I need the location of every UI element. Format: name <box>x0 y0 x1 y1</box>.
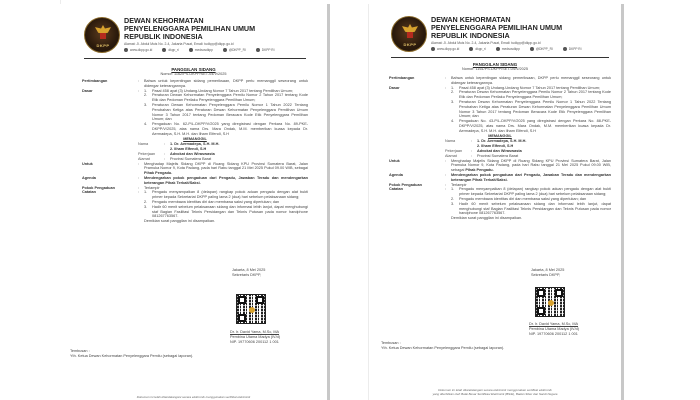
field-label: Alamat <box>138 156 150 161</box>
title-line: DEWAN KEHORMATAN <box>431 15 511 24</box>
field-value: Terlampir <box>144 185 160 190</box>
list-item-text: Peraturan Dewan Kehormatan Penyelenggara Pemilu Nomor 1 Tahun 2022 Tentang Perubahan Ketiga atas Peraturan Dewan Kehormatan Penyelenggara Pemilihan Umum Nomor 3 Tahun 2017 tentang Pedoman Beracara Kode Etik Penyelenggara Pemilihan Umum; dan <box>152 102 308 122</box>
untuk-row: Untuk : Menghadap Majelis Sidang DKPP di Ruang Sidang KPU Provinsi Sumatera Barat, Jalan Pramuka Nomor 9, Kota Padang, pada hari Rabu tanggal 21 Mei 2025 Pukul 09.00 WIB, sebagai Pihak Pengadu. <box>389 158 611 173</box>
list-item-text: Peraturan Dewan Kehormatan Penyelenggara Pemilu Nomor 2 Tahun 2017 tentang Kode Etik dan Pedoman Perilaku Penyelenggara Pemilihan Umum; <box>152 93 308 103</box>
catatan-list <box>451 187 611 216</box>
field-value: Provinsi Sumatera Barat <box>170 156 212 161</box>
signer-nip: NIP. 19770606 200112 1 001 <box>230 339 279 344</box>
social-label: DKPP RI <box>261 48 275 52</box>
document-heading <box>60 67 327 76</box>
letterhead-rule <box>391 57 609 58</box>
signer-rank: Pembina Utama Madya (IV/d) <box>529 326 580 331</box>
letterhead-title <box>431 16 562 40</box>
instagram-icon <box>469 47 473 51</box>
footnote-line: Dokumen ini telah ditandatangani secara elektronik menggunakan sertifikat elektronik <box>438 388 552 392</box>
field-label: Pertimbangan <box>82 79 108 83</box>
field-value: Terlampir <box>451 182 467 187</box>
footnote-line: Dokumen ini telah ditandatangani secara elektronik menggunakan sertifikat elektronik <box>136 395 251 399</box>
social-label: @DKPP_RI <box>535 47 553 51</box>
field-value: Mendengarkan pokok pengaduan dari Pengadu, Jawaban Teradu dan mendengarkan keterangan Pihak Terkait/Saksi. <box>451 172 611 182</box>
signer-nip: NIP. 19770606 200112 1 001 <box>529 331 578 336</box>
closing-text: Demikian surat panggilan ini disampaikan. <box>144 219 216 224</box>
letterhead-address: Alamat: Jl. Abdul Muis No. 2-4, Jakarta Pusat, Email: tudkpp@dkpp.go.id <box>124 42 234 46</box>
tembusan-text: Yth. Ketua Dewan Kehormatan Penyelenggara Pemilu (sebagai laporan). <box>381 345 505 350</box>
untuk-text: Menghadap Majelis Sidang DKPP di Ruang Sidang KPU Provinsi Sumatera Barat, Jalan Pramuka Nomor 9, Kota Padang, pada hari Rabu tanggal 21 Mei 2025 Pukul 09.00 WIB, sebagai <box>144 161 308 171</box>
place-date: Jakarta, 8 Mei 2025 <box>232 268 266 272</box>
logo-label: DKPP <box>96 43 110 48</box>
pokok-row: Pokok Pengaduan : Terlampir <box>82 186 308 191</box>
signer-office: Sekretaris DKPP, <box>531 272 561 277</box>
list-item-text: Pengadu menyampaikan 8 (delapan) rangkap pokok aduan pengadu dengan alat bukti primer kepada Sekretariat DKPP paling lama 2 (dua) hari sebelum pelaksanaan sidang; <box>152 190 308 200</box>
social-facebook <box>496 47 520 51</box>
callee-name: 1. Dr. Aermadepa, S.H. M.H. <box>170 142 220 147</box>
catatan-row: Catatan : 1. Pengadu menyampaikan 8 (delapan) rangkap pokok aduan pengadu dengan alat bukti primer kepada Sekretariat DKPP paling lama 2 (dua) hari sebelum pelaksanaan sidang; 2. Pengadu membawa identitas diri dan membawa saksi yang diperlukan; dan 3. Hadir 60 menit sebelum pelaksanaan sidang dan informasi lebih lanjut, dapat menghubungi staf Bagian Fasilitasi Teknis Persidangan dan Teknis Putusan pada nomor handphone 081267763567. <box>82 190 308 219</box>
callee-block: Nama : 1. Dr. Aermadepa, S.H. M.H. 2. Ilham Elfendi, S.H Pekerjaan : Advokat dan Wiraswasta Alamat : Provinsi Sumatera Barat <box>138 142 308 161</box>
social-label: medsosdkpp <box>501 47 520 51</box>
field-label: Untuk <box>82 161 93 166</box>
callee-name: 2. Ilham Elfendi, S.H <box>477 144 514 149</box>
social-youtube <box>563 47 582 51</box>
list-item-text: Pasal 458 ayat (3) Undang-Undang Nomor 7 Tahun 2017 tentang Pemilihan Umum; <box>152 88 293 93</box>
logo-label: DKPP <box>403 42 417 47</box>
field-value: Advokat dan Wiraswasta <box>170 151 215 156</box>
document-number: Nomor: 1162/PS.DKPP/SET-04/V/2025 <box>160 72 227 76</box>
field-value: Provinsi Sumatera Barat <box>477 153 519 158</box>
social-instagram <box>469 47 485 51</box>
place-date: Jakarta, 8 Mei 2025 <box>531 268 565 272</box>
globe-icon <box>431 47 435 51</box>
untuk-row: Untuk : Menghadap Majelis Sidang DKPP di Ruang Sidang KPU Provinsi Sumatera Barat, Jalan Pramuka Nomor 9, Kota Padang, pada hari Rabu tanggal 21 Mei 2025 Pukul 09.00 WIB, sebagai Pihak Pengadu. <box>82 161 308 176</box>
catatan-list <box>144 190 308 219</box>
list-item-text: Hadir 60 menit sebelum pelaksanaan sidang dan informasi lebih lanjut, dapat menghubungi staf Bagian Fasilitasi Teknis Persidangan dan Teknis Putusan pada nomor handphone 081267763567. <box>152 204 308 219</box>
heading-title: PANGGILAN SIDANG <box>472 62 518 67</box>
list-item-text: Pengadu membawa identitas diri dan membawa saksi yang diperlukan; dan <box>152 199 280 204</box>
field-value: Bahwa untuk kepentingan sidang pemeriksaan, DKPP perlu memanggil seseorang untuk didengar keterangannya. <box>144 79 308 88</box>
dasar-list <box>451 86 611 134</box>
youtube-icon <box>563 47 567 51</box>
list-item-text: Pengadu menyampaikan 8 (delapan) rangkap pokok aduan pengadu dengan alat bukti primer kepada Sekretariat DKPP paling lama 2 (dua) hari sebelum pelaksanaan sidang; <box>459 187 611 197</box>
field-label: Pekerjaan <box>138 151 156 156</box>
field-value <box>451 159 611 173</box>
facebook-icon <box>189 48 193 52</box>
field-label: Pokok Pengaduan <box>82 185 115 190</box>
signer-name: Dr. Ir. David Yama, M.Sc, MA <box>230 330 280 334</box>
list-item: 2. Pengadu membawa identitas diri dan membawa saksi yang diperlukan; dan <box>451 197 611 202</box>
list-item: 3. Peraturan Dewan Kehormatan Penyelenggara Pemilu Nomor 1 Tahun 2022 Tentang Perubahan Ketiga atas Peraturan Dewan Kehormatan Penyelenggara Pemilihan Umum Nomor 3 Tahun 2017 tentang Pedoman Beracara Kode Etik Penyelenggara Pemilihan Umum; dan <box>144 102 308 122</box>
field-label: Dasar <box>82 88 93 93</box>
catatan-row: Catatan : 1. Pengadu menyampaikan 8 (delapan) rangkap pokok aduan pengadu dengan alat bukti primer kepada Sekretariat DKPP paling lama 2 (dua) hari sebelum pelaksanaan sidang; 2. Pengadu membawa identitas diri dan membawa saksi yang diperlukan; dan 3. Hadir 60 menit sebelum pelaksanaan sidang dan informasi lebih lanjut, dapat menghubungi staf Bagian Fasilitasi Teknis Persidangan dan Teknis Putusan pada nomor handphone 081267763567. <box>389 187 611 216</box>
signer-name: Dr. Ir. David Yama, M.Sc, MA <box>529 322 579 326</box>
document-page-right <box>368 4 624 400</box>
list-item: 4. Pengaduan No. 62-P/L-DKPP/V/2025 yang diregistrasi dengan Perkara No. 89-PKE-DKPP/V/2025, atas nama Drs. Mara Ondak, M.M. memberikan kuasa kepada Dr. Aermadepa, S.H. M.H. dan Ilham Elfendi, S.H <box>144 122 308 136</box>
pokok-row: Pokok Pengaduan : Terlampir <box>389 183 611 188</box>
list-item: 3. Hadir 60 menit sebelum pelaksanaan sidang dan informasi lebih lanjut, dapat menghubungi staf Bagian Fasilitasi Teknis Persidangan dan Teknis Putusan pada nomor handphone 081267763567. <box>451 201 611 216</box>
pertimbangan-row: Pertimbangan : Bahwa untuk kepentingan sidang pemeriksaan, DKPP perlu memanggil seseorang untuk didengar keterangannya. <box>82 79 308 88</box>
social-label: DKPP RI <box>568 47 582 51</box>
letterhead <box>84 14 306 64</box>
signature-header <box>531 268 564 278</box>
document-page-left <box>60 4 330 400</box>
letterhead-address: Alamat: Jl. Abdul Muis No. 2-4, Jakarta Pusat, Email: tudkpp@dkpp.go.id <box>431 41 541 45</box>
social-web <box>124 48 152 52</box>
title-line: REPUBLIK INDONESIA <box>124 32 203 41</box>
social-label: dkpp_ri <box>475 47 486 51</box>
tembusan-label: Tembusan : <box>381 341 401 345</box>
list-item: 2. Peraturan Dewan Kehormatan Penyelenggara Pemilu Nomor 2 Tahun 2017 tentang Kode Etik dan Pedoman Perilaku Penyelenggara Pemilihan Umum; <box>451 90 611 100</box>
field-value: Advokat dan Wiraswasta <box>477 148 522 153</box>
field-label: Pokok Pengaduan <box>389 182 422 187</box>
letterhead-title <box>124 17 255 41</box>
document-body <box>389 76 611 221</box>
list-item: 3. Peraturan Dewan Kehormatan Penyelenggara Pemilu Nomor 1 Tahun 2022 Tentang Perubahan Ketiga atas Peraturan Dewan Kehormatan Penyelenggara Pemilihan Umum Nomor 3 Tahun 2017 tentang Pedoman Beracara Kode Etik Penyelenggara Pemilihan Umum; dan <box>451 99 611 119</box>
letterhead <box>391 13 611 63</box>
list-item: 4. Pengaduan No. 43-P/L-DKPP/V/2025 yang diregistrasi dengan Perkara No. 88-PKE-DKPP/V/2025, atas nama Drs. Mara Ondak, M.M. memberikan kuasa kepada Dr. Aermadepa, S.H. M.H. dan Ilham Elfendi, S.H <box>451 119 611 133</box>
callee-name: 2. Ilham Elfendi, S.H <box>170 147 207 152</box>
instagram-icon <box>162 48 166 52</box>
role-text: Pihak Pengadu. <box>465 168 494 173</box>
social-label: dkpp_ri <box>168 48 179 52</box>
social-web <box>431 47 459 51</box>
list-item: 1. Pasal 458 ayat (3) Undang-Undang Nomor 7 Tahun 2017 tentang Pemilihan Umum; <box>451 86 611 91</box>
e-signature-footnote <box>369 389 621 396</box>
social-instagram <box>162 48 178 52</box>
field-label: Catatan <box>82 190 96 195</box>
document-body <box>82 79 308 224</box>
social-label: @DKPP_RI <box>228 48 246 52</box>
field-label: Pekerjaan <box>445 148 463 153</box>
youtube-icon <box>256 48 260 52</box>
memanggil-heading: MEMANGGIL <box>183 137 207 142</box>
list-item-text: Pengaduan No. 43-P/L-DKPP/V/2025 yang diregistrasi dengan Perkara No. 88-PKE-DKPP/V/2025, atas nama Drs. Mara Ondak, M.M. memberikan kuasa kepada Dr. Aermadepa, S.H. M.H. dan Ilham Elfendi, S.H <box>459 119 611 133</box>
social-label: medsosdkpp <box>194 48 213 52</box>
title-line: PENYELENGGARA PEMILIHAN UMUM <box>431 23 563 32</box>
heading-title: PANGGILAN SIDANG <box>171 67 216 72</box>
callee-names <box>170 142 308 152</box>
list-item-text: Hadir 60 menit sebelum pelaksanaan sidang dan informasi lebih lanjut, dapat menghubungi staf Bagian Fasilitasi Teknis Persidangan dan Teknis Putusan pada nomor handphone 081267763567. <box>459 201 611 216</box>
letterhead-rule <box>84 58 306 59</box>
document-heading <box>369 62 621 71</box>
dkpp-logo-icon <box>391 16 427 52</box>
list-item: 3. Hadir 60 menit sebelum pelaksanaan sidang dan informasi lebih lanjut, dapat menghubungi staf Bagian Fasilitasi Teknis Persidangan dan Teknis Putusan pada nomor handphone 081267763567. <box>144 204 308 219</box>
signer-office: Sekretaris DKPP, <box>232 272 262 277</box>
shield-icon <box>100 33 106 39</box>
signer-rank: Pembina Utama Madya (IV/d) <box>230 334 281 339</box>
callee-names <box>477 139 611 149</box>
title-line: DEWAN KEHORMATAN <box>124 16 204 25</box>
field-label: Catatan <box>389 187 403 192</box>
social-facebook <box>189 48 213 52</box>
dkpp-logo-icon <box>84 17 120 53</box>
list-item-text: Pasal 458 ayat (3) Undang-Undang Nomor 7 Tahun 2017 tentang Pemilihan Umum; <box>459 85 600 90</box>
field-value <box>144 162 308 176</box>
field-value: Mendengarkan pokok pengaduan dari Pengadu, Jawaban Teradu dan mendengarkan keterangan Pihak Terkait/Saksi. <box>144 175 308 185</box>
social-twitter <box>223 48 246 52</box>
field-label: Nama <box>445 139 456 144</box>
dasar-row: Dasar : 1. Pasal 458 ayat (3) Undang-Undang Nomor 7 Tahun 2017 tentang Pemilihan Umum; 2. Peraturan Dewan Kehormatan Penyelenggara Pemilu Nomor 2 Tahun 2017 tentang Kode Etik dan Pedoman Perilaku Penyelenggara Pemilihan Umum; 3. Peraturan Dewan Kehormatan Penyelenggara Pemilu Nomor 1 Tahun 2022 Tentang Perubahan Ketiga atas Peraturan Dewan Kehormatan Penyelenggara Pemilihan Umum Nomor 3 Tahun 2017 tentang Pedoman Beracara Kode Etik Penyelenggara Pemilihan Umum; dan 4. Pengaduan No. 43-P/L-DKPP/V/2025 yang diregistrasi dengan Perkara No. 88-PKE-DKPP/V/2025, atas nama Drs. Mara Ondak, M.M. memberikan kuasa kepada Dr. Aermadepa, S.H. M.H. dan Ilham Elfendi, S.H <box>389 85 611 133</box>
untuk-text: Menghadap Majelis Sidang DKPP di Ruang Sidang KPU Provinsi Sumatera Barat, Jalan Pramuka Nomor 9, Kota Padang, pada hari Rabu tanggal 21 Mei 2025 Pukul 09.00 WIB, sebagai <box>451 158 611 173</box>
qr-code-icon <box>535 287 565 317</box>
dasar-list <box>144 89 308 137</box>
social-label: www.dkpp.go.id <box>437 47 460 51</box>
social-links <box>124 48 274 52</box>
pertimbangan-row: Pertimbangan : Bahwa untuk kepentingan sidang pemeriksaan, DKPP perlu memanggil seseorang untuk didengar keterangannya. <box>389 76 611 85</box>
list-item-text: Peraturan Dewan Kehormatan Penyelenggara Pemilu Nomor 1 Tahun 2022 Tentang Perubahan Ketiga atas Peraturan Dewan Kehormatan Penyelenggara Pemilihan Umum Nomor 3 Tahun 2017 tentang Pedoman Beracara Kode Etik Penyelenggara Pemilihan Umum; dan <box>459 99 611 119</box>
e-signature-footnote <box>60 396 327 400</box>
facebook-icon <box>496 47 500 51</box>
list-item-text: Peraturan Dewan Kehormatan Penyelenggara Pemilu Nomor 2 Tahun 2017 tentang Kode Etik dan Pedoman Perilaku Penyelenggara Pemilihan Umum; <box>459 90 611 100</box>
list-item: 1. Pengadu menyampaikan 8 (delapan) rangkap pokok aduan pengadu dengan alat bukti primer kepada Sekretariat DKPP paling lama 2 (dua) hari sebelum pelaksanaan sidang; <box>144 190 308 200</box>
twitter-icon <box>530 47 534 51</box>
signer-block <box>230 330 280 344</box>
globe-icon <box>124 48 128 52</box>
tembusan-block <box>381 341 504 351</box>
twitter-icon <box>223 48 227 52</box>
signer-block <box>529 322 579 336</box>
callee-name: 1. Dr. Aermadepa, S.H. M.H. <box>477 139 527 144</box>
closing-text: Demikian surat panggilan ini disampaikan. <box>451 216 523 221</box>
dasar-row: Dasar : 1. Pasal 458 ayat (3) Undang-Undang Nomor 7 Tahun 2017 tentang Pemilihan Umum; 2. Peraturan Dewan Kehormatan Penyelenggara Pemilu Nomor 2 Tahun 2017 tentang Kode Etik dan Pedoman Perilaku Penyelenggara Pemilihan Umum; 3. Peraturan Dewan Kehormatan Penyelenggara Pemilu Nomor 1 Tahun 2022 Tentang Perubahan Ketiga atas Peraturan Dewan Kehormatan Penyelenggara Pemilihan Umum Nomor 3 Tahun 2017 tentang Pedoman Beracara Kode Etik Penyelenggara Pemilihan Umum; dan 4. Pengaduan No. 62-P/L-DKPP/V/2025 yang diregistrasi dengan Perkara No. 89-PKE-DKPP/V/2025, atas nama Drs. Mara Ondak, M.M. memberikan kuasa kepada Dr. Aermadepa, S.H. M.H. dan Ilham Elfendi, S.H <box>82 88 308 136</box>
title-line: REPUBLIK INDONESIA <box>431 31 510 40</box>
field-value: Bahwa untuk kepentingan sidang pemeriksaan, DKPP perlu memanggil seseorang untuk didengar keterangannya. <box>451 76 611 85</box>
role-text: Pihak Pengadu. <box>144 171 173 176</box>
social-twitter <box>530 47 553 51</box>
list-item-text: Pengaduan No. 62-P/L-DKPP/V/2025 yang diregistrasi dengan Perkara No. 89-PKE-DKPP/V/2025, atas nama Drs. Mara Ondak, M.M. memberikan kuasa kepada Dr. Aermadepa, S.H. M.H. dan Ilham Elfendi, S.H <box>152 122 308 136</box>
agenda-row: Agenda : Mendengarkan pokok pengaduan dari Pengadu, Jawaban Teradu dan mendengarkan keterangan Pihak Terkait/Saksi. <box>82 175 308 185</box>
list-item: 2. Peraturan Dewan Kehormatan Penyelenggara Pemilu Nomor 2 Tahun 2017 tentang Kode Etik dan Pedoman Perilaku Penyelenggara Pemilihan Umum; <box>144 93 308 103</box>
field-label: Pertimbangan <box>389 76 415 80</box>
field-label: Nama <box>138 142 149 147</box>
signature-header <box>232 268 265 278</box>
social-links <box>431 47 581 51</box>
document-number: Nomor: 1161/PS.DKPP/SET-04/V/2025 <box>462 67 528 71</box>
shield-icon <box>407 32 413 38</box>
tembusan-block <box>70 349 193 359</box>
qr-code-icon <box>236 294 266 324</box>
callee-block: Nama : 1. Dr. Aermadepa, S.H. M.H. 2. Ilham Elfendi, S.H Pekerjaan : Advokat dan Wiraswasta Alamat : Provinsi Sumatera Barat <box>445 139 611 158</box>
list-item: 1. Pengadu menyampaikan 8 (delapan) rangkap pokok aduan pengadu dengan alat bukti primer kepada Sekretariat DKPP paling lama 2 (dua) hari sebelum pelaksanaan sidang; <box>451 187 611 197</box>
footnote-line: yang diterbitkan oleh Balai Besar Sertifikasi Elektronik (BSrE), Badan Siber dan Sandi Negara <box>432 391 558 396</box>
agenda-row: Agenda : Mendengarkan pokok pengaduan dari Pengadu, Jawaban Teradu dan mendengarkan keterangan Pihak Terkait/Saksi. <box>389 172 611 182</box>
field-label: Agenda <box>82 175 96 180</box>
tembusan-label: Tembusan : <box>70 349 90 353</box>
list-item: 1. Pasal 458 ayat (3) Undang-Undang Nomor 7 Tahun 2017 tentang Pemilihan Umum; <box>144 89 308 94</box>
social-youtube <box>256 48 275 52</box>
tembusan-text: Yth. Ketua Dewan Kehormatan Penyelenggara Pemilu (sebagai laporan). <box>70 353 194 358</box>
field-label: Agenda <box>389 172 403 177</box>
memanggil-heading: MEMANGGIL <box>488 134 512 139</box>
field-label: Alamat <box>445 153 457 158</box>
field-label: Dasar <box>389 85 400 90</box>
field-label: Untuk <box>389 158 400 163</box>
social-label: www.dkpp.go.id <box>130 48 153 52</box>
title-line: PENYELENGGARA PEMILIHAN UMUM <box>124 24 256 33</box>
list-item: 2. Pengadu membawa identitas diri dan membawa saksi yang diperlukan; dan <box>144 200 308 205</box>
list-item-text: Pengadu membawa identitas diri dan membawa saksi yang diperlukan; dan <box>459 196 587 201</box>
